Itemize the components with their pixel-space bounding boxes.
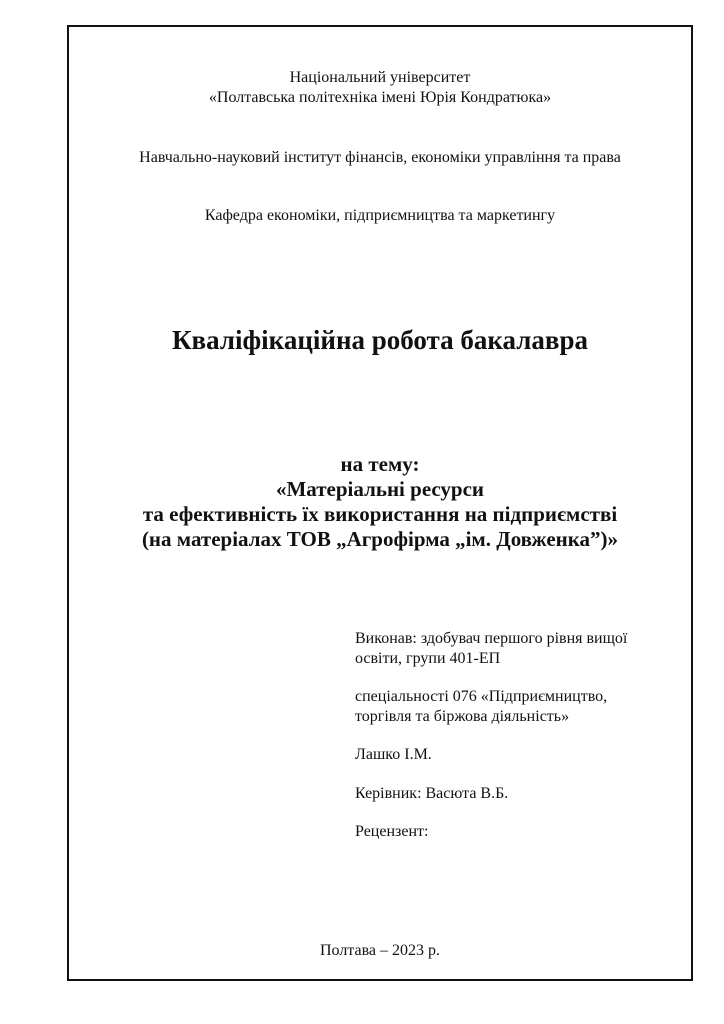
page-border bbox=[67, 25, 693, 981]
city-year: Полтава – 2023 р. bbox=[319, 942, 441, 959]
specialty-line-1: спеціальності 076 «Підприємництво, bbox=[355, 688, 608, 705]
university-name: Національний університет bbox=[289, 69, 471, 86]
specialty-line-2: торгівля та біржова діяльність» bbox=[355, 708, 570, 725]
department-name: Кафедра економіки, підприємництва та маркетингу bbox=[204, 207, 556, 224]
topic-line-1: «Матеріальні ресурси bbox=[275, 477, 485, 501]
topic-line-2: та ефективність їх використання на підприємстві bbox=[142, 502, 618, 526]
topic-line-3: (на матеріалах ТОВ „Агрофірма „ім. Довженка”)» bbox=[141, 527, 619, 551]
institute-name: Навчально-науковий інститут фінансів, економіки управління та права bbox=[139, 149, 621, 166]
performer-line-2: освіти, групи 401-ЕП bbox=[355, 650, 501, 667]
work-type-title: Кваліфікаційна робота бакалавра bbox=[171, 325, 589, 355]
reviewer: Рецензент: bbox=[355, 823, 429, 840]
performer-line-1: Виконав: здобувач першого рівня вищої bbox=[355, 630, 628, 647]
supervisor: Керівник: Васюта В.Б. bbox=[355, 785, 509, 802]
student-name: Лашко І.М. bbox=[355, 746, 432, 763]
university-full-name: «Полтавська політехніка імені Юрія Кондратюка» bbox=[208, 89, 552, 106]
topic-label: на тему: bbox=[340, 452, 420, 476]
